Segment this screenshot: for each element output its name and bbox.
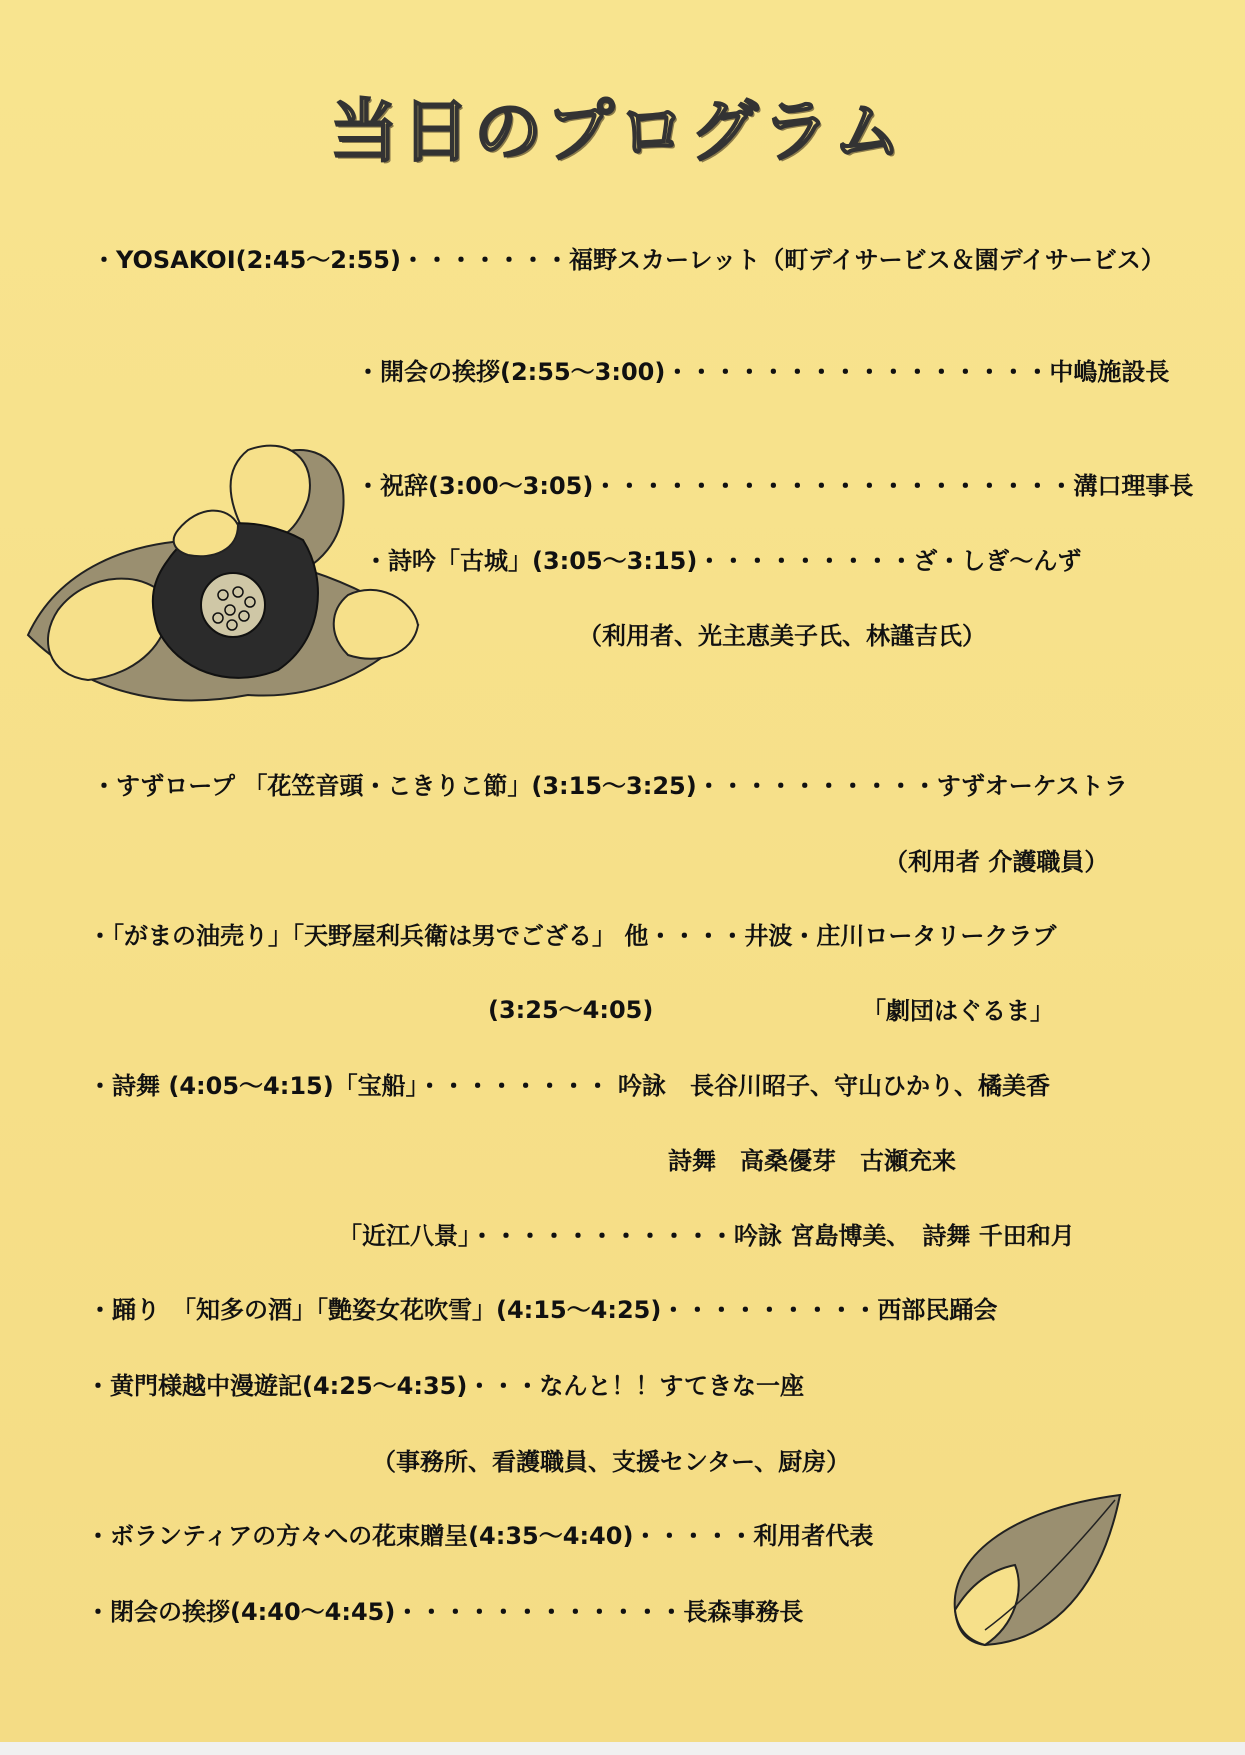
program-item-poem-dance: ・詩舞 (4:05～4:15)「宝船」・・・・・・・・ 吟詠 長谷川昭子、守山ひかり、橘美香 <box>88 1072 1051 1100</box>
program-item-komon-sama: ・黄門様越中漫遊記(4:25～4:35)・・・なんと！！すてきな一座 <box>86 1372 805 1400</box>
program-item-bell-rope-performers: （利用者 介護職員） <box>884 848 1109 876</box>
program-item-yosakoi: ・YOSAKOI(2:45～2:55)・・・・・・・福野スカーレット（町デイサービス＆園デイサービス） <box>92 246 1165 274</box>
leaf-illustration <box>945 1490 1125 1650</box>
program-item-bouquet-presentation: ・ボランティアの方々への花束贈呈(4:35～4:40)・・・・・利用者代表 <box>86 1522 874 1550</box>
program-item-gama-oil-troupe: 「劇団はぐるま」 <box>862 997 1054 1025</box>
program-item-poem-dance-dancers: 詩舞 高桑優芽 古瀬充来 <box>668 1147 956 1175</box>
page-title: 当日のプログラム <box>330 93 906 172</box>
program-item-congratulatory-address: ・祝辞(3:00～3:05)・・・・・・・・・・・・・・・・・・・・溝口理事長 <box>356 472 1194 500</box>
program-item-bell-rope: ・すずロープ 「花笠音頭・こきりこ節」(3:15～3:25)・・・・・・・・・・すずオーケストラ <box>92 772 1128 800</box>
program-item-closing-greeting: ・閉会の挨拶(4:40～4:45)・・・・・・・・・・・・長森事務長 <box>86 1598 804 1626</box>
program-item-gama-oil: ・「がまの油売り」「天野屋利兵衛は男でござる」 他・・・・井波・庄川ロータリークラブ <box>88 922 1057 950</box>
program-item-gama-oil-time: (3:25～4:05) <box>488 996 654 1024</box>
program-item-poem-recitation: ・詩吟「古城」(3:05～3:15)・・・・・・・・・ざ・しぎ～んず <box>364 547 1082 575</box>
program-item-komon-sama-performers: （事務所、看護職員、支援センター、厨房） <box>372 1448 851 1476</box>
scan-bottom-edge <box>0 1742 1245 1755</box>
program-item-omi-hakkei: 「近江八景」・・・・・・・・・・・吟詠 宮島博美、 詩舞 千田和月 <box>338 1222 1075 1250</box>
program-item-opening-greeting: ・開会の挨拶(2:55～3:00)・・・・・・・・・・・・・・・・中嶋施設長 <box>356 358 1170 386</box>
program-item-dance: ・踊り 「知多の酒」「艶姿女花吹雪」(4:15～4:25)・・・・・・・・・西部民踊会 <box>88 1296 998 1324</box>
program-item-poem-recitation-performers: （利用者、光主恵美子氏、林謹吉氏） <box>578 622 986 650</box>
